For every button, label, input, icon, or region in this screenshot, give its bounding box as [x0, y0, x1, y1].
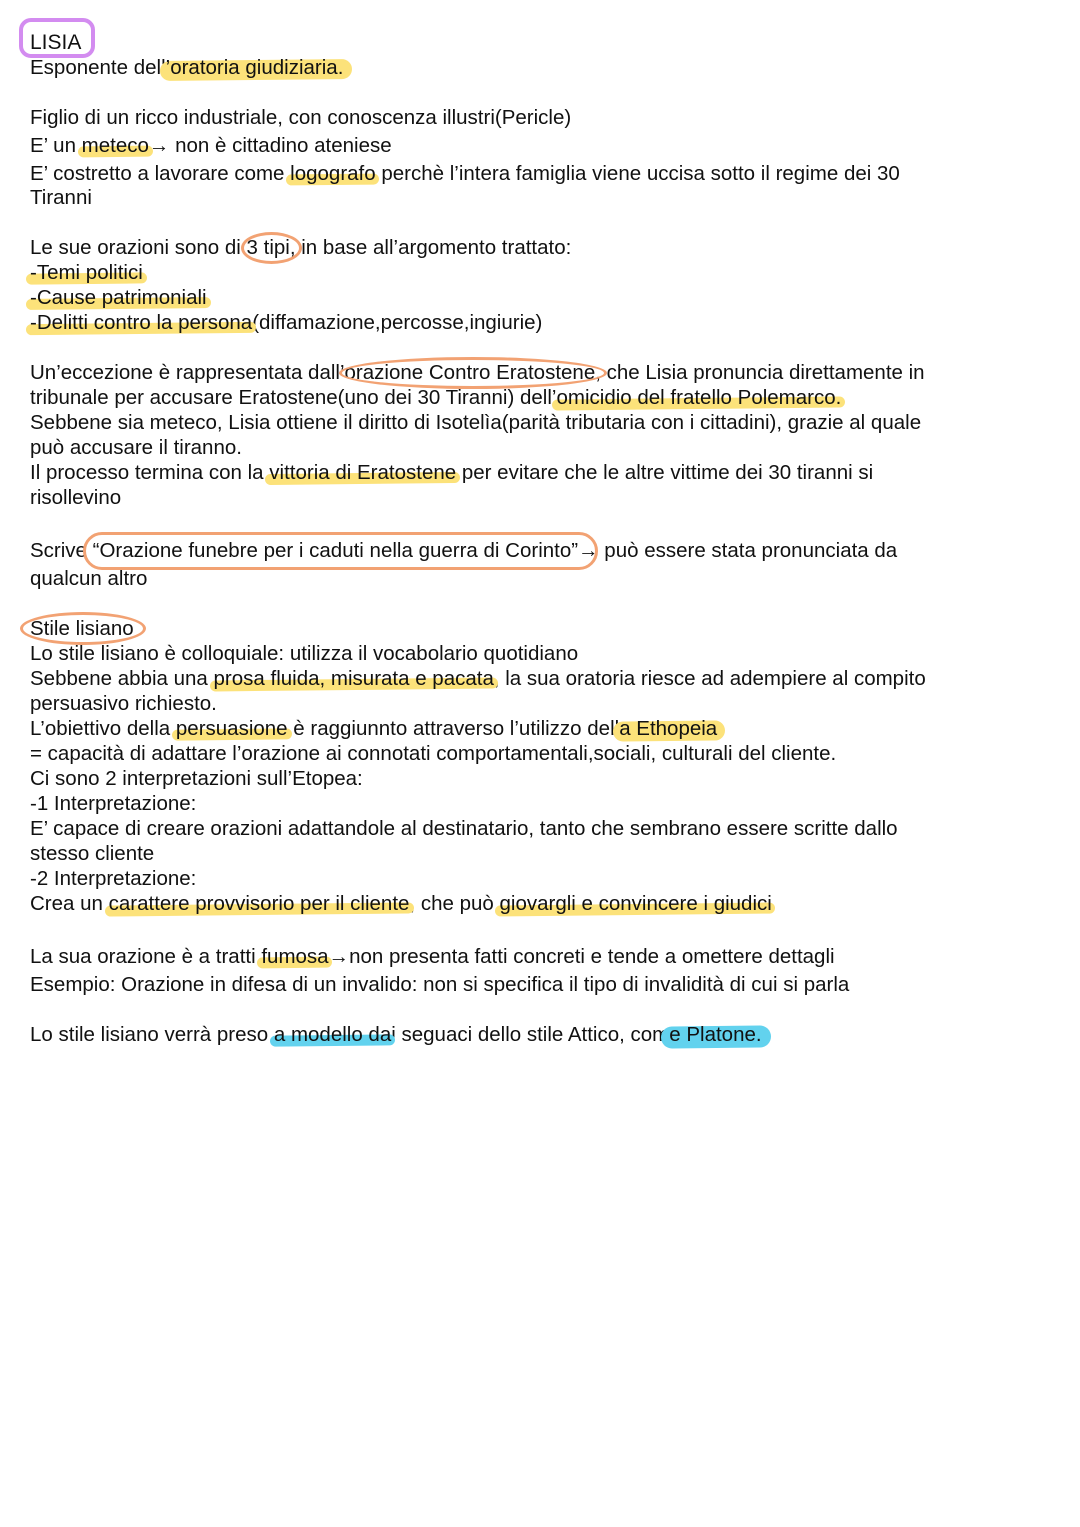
- circled-text: “Orazione funebre per i caduti nella guerra di Corinto”: [92, 539, 579, 562]
- highlight: carattere provvisorio per il cliente: [108, 892, 410, 915]
- stile-heading: [30, 616, 134, 641]
- bio-line-2: E’ un meteco→ non è cittadino ateniese: [30, 134, 392, 157]
- bio-line-3: E’ costretto a lavorare come logografo perchè l’intera famiglia viene uccisa sotto il regime dei 30: [30, 162, 900, 185]
- intro-line: Esponente dell’oratoria giudiziaria.: [30, 56, 344, 79]
- eratostene-line-6: risollevino: [30, 486, 122, 509]
- stile-line-3: persuasivo richiesto.: [30, 692, 217, 715]
- eratostene-line-3: Sebbene sia meteco, Lisia ottiene il diritto di Isotelìa(parità tributaria con i cittadini), grazie al quale: [30, 411, 922, 434]
- stile-line-10: -2 Interpretazione:: [30, 867, 197, 890]
- stile-line-9: stesso cliente: [30, 842, 155, 865]
- highlight: -Temi politici: [30, 261, 143, 284]
- oration-type-3: -Delitti contro la persona(diffamazione,percosse,ingiurie): [30, 311, 543, 334]
- stile-line-6: Ci sono 2 interpretazioni sull’Etopea:: [30, 767, 363, 790]
- funebre-line-2: qualcun altro: [30, 567, 148, 590]
- highlight: prosa fluida, misurata e pacata: [213, 667, 494, 690]
- page-title: LISIA: [30, 31, 82, 54]
- oration-type-2: [30, 285, 207, 310]
- circled-text: orazione Contro Eratostene,: [344, 361, 601, 384]
- highlight: vittoria di Eratostene: [269, 461, 457, 484]
- orations-intro: Le sue orazioni sono di 3 tipi, in base all’argomento trattato:: [30, 236, 572, 259]
- eratostene-line-1: Un’eccezione è rappresentata dall’orazione Contro Eratostene, che Lisia pronuncia direttamente in: [30, 361, 925, 384]
- bio-line-4: Tiranni: [30, 186, 92, 209]
- highlight: meteco: [81, 134, 149, 157]
- highlight: fumosa: [261, 945, 329, 968]
- eratostene-line-4: può accusare il tiranno.: [30, 436, 242, 459]
- stile-line-5: = capacità di adattare l’orazione ai connotati comportamentali,sociali, culturali del cliente.: [30, 742, 837, 765]
- highlight: -Delitti contro la persona: [30, 311, 253, 334]
- stile-line-8: E’ capace di creare orazioni adattandole al destinatario, tanto che sembrano essere scritte dallo: [30, 817, 898, 840]
- fumosa-line-2: Esempio: Orazione in difesa di un invalido: non si specifica il tipo di invalidità di cui si parla: [30, 973, 850, 996]
- stile-line-4: L’obiettivo della persuasione è raggiunnto attraverso l’utilizzo della Ethopeia: [30, 717, 718, 740]
- stile-line-7: -1 Interpretazione:: [30, 792, 197, 815]
- eratostene-line-2: tribunale per accusare Eratostene(uno dei 30 Tiranni) dell’omicidio del fratello Polemarco.: [30, 386, 842, 409]
- stile-line-1: Lo stile lisiano è colloquiale: utilizza il vocabolario quotidiano: [30, 642, 579, 665]
- stile-line-2: Sebbene abbia una prosa fluida, misurata e pacata, la sua oratoria riesce ad adempiere al compito: [30, 667, 926, 690]
- circled-text: Stile lisiano: [30, 617, 134, 640]
- highlight: giovargli e convincere i giudici: [499, 892, 772, 915]
- highlight: a modello da: [273, 1023, 392, 1046]
- highlight: logografo: [290, 162, 376, 185]
- circled-text: 3 tipi,: [246, 236, 296, 259]
- modello-line: Lo stile lisiano verrà preso a modello dai seguaci dello stile Attico, come Platone.: [30, 1023, 762, 1046]
- highlight: e Platone.: [669, 1023, 762, 1046]
- highlight: -Cause patrimoniali: [30, 286, 207, 309]
- highlight: a Ethopeia: [619, 717, 718, 740]
- highlight: omicidio del fratello Polemarco.: [556, 386, 842, 409]
- stile-line-11: Crea un carattere provvisorio per il cliente, che può giovargli e convincere i giudici: [30, 892, 772, 915]
- oration-type-1: [30, 260, 143, 285]
- highlight: persuasione: [175, 717, 288, 740]
- fumosa-line-1: La sua orazione è a tratti fumosa→non presenta fatti concreti e tende a omettere dettagli: [30, 945, 835, 968]
- highlight: ’oratoria giudiziaria.: [165, 56, 344, 79]
- funebre-line-1: Scrive “Orazione funebre per i caduti nella guerra di Corinto”→ può essere stata pronunciata da: [30, 539, 898, 562]
- eratostene-line-5: Il processo termina con la vittoria di Eratostene per evitare che le altre vittime dei 30 tiranni si: [30, 461, 874, 484]
- bio-line-1: Figlio di un ricco industriale, con conoscenza illustri(Pericle): [30, 106, 572, 129]
